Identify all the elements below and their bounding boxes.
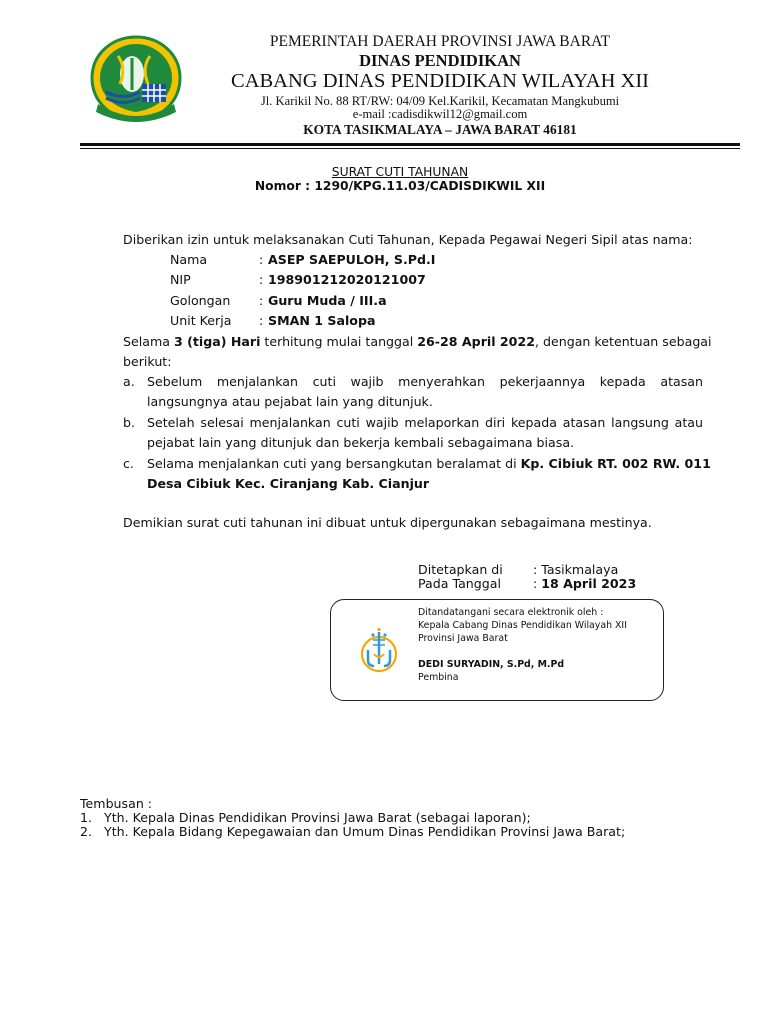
kop-line-city: KOTA TASIKMALAYA – JAWA BARAT 46181 xyxy=(303,122,577,137)
tanggal-label: Pada Tanggal xyxy=(418,576,501,591)
duration-text-3: , dengan ketentuan sebagai xyxy=(534,334,712,349)
tembusan-no-1: 1. xyxy=(80,810,93,825)
signatory-rank: Pembina xyxy=(418,672,459,683)
field-value-nip: 198901212020121007 xyxy=(268,272,426,287)
field-sep-golongan: : xyxy=(259,293,264,308)
letter-number: Nomor : 1290/KPG.11.03/CADISDIKWIL XII xyxy=(254,179,546,193)
tanggal-sep: : xyxy=(533,576,542,591)
letter-title: SURAT CUTI TAHUNAN xyxy=(331,165,469,179)
tanggal-date: 18 April 2023 xyxy=(541,576,637,591)
signature-line-1: Ditandatangani secara elektronik oleh : xyxy=(418,607,604,618)
tembusan-heading: Tembusan : xyxy=(80,796,153,811)
field-label-unit-kerja: Unit Kerja xyxy=(170,313,232,328)
signature-line-3: Provinsi Jawa Barat xyxy=(418,633,508,644)
ditetapkan-label: Ditetapkan di xyxy=(418,562,503,577)
province-emblem xyxy=(88,34,184,124)
item-c-text: Selama menjalankan cuti yang bersangkutan beralamat di xyxy=(147,456,521,471)
field-sep-unit-kerja: : xyxy=(259,313,264,328)
field-label-nama: Nama xyxy=(170,252,208,267)
field-value-unit-kerja: SMAN 1 Salopa xyxy=(268,313,376,328)
duration-text-1: Selama xyxy=(123,334,174,349)
item-c-letter: c. xyxy=(123,456,134,471)
field-label-nip: NIP xyxy=(170,272,191,287)
closing-paragraph: Demikian surat cuti tahunan ini dibuat untuk dipergunakan sebagaimana mestinya. xyxy=(123,515,652,530)
item-b-line2: pejabat lain yang ditunjuk dan bekerja kembali sebagaimana biasa. xyxy=(147,435,575,450)
item-c-line1 xyxy=(147,456,711,471)
item-b-letter: b. xyxy=(123,415,135,430)
duration-paragraph-cont: berikut: xyxy=(123,354,172,369)
duration-paragraph xyxy=(123,334,712,349)
kop-divider-thick xyxy=(80,143,740,146)
item-c-address-1: Kp. Cibiuk RT. 002 RW. 011 xyxy=(520,456,711,471)
item-a-line1: Sebelum menjalankan cuti wajib menyerahkan pekerjaannya kepada atasan xyxy=(147,374,703,389)
duration-dates: 26-28 April 2022 xyxy=(417,334,535,349)
signatory-name: DEDI SURYADIN, S.Pd, M.Pd xyxy=(418,659,565,670)
field-sep-nama: : xyxy=(259,252,264,267)
tembusan-no-2: 2. xyxy=(80,824,93,839)
field-sep-nip: : xyxy=(259,272,264,287)
tanggal-value xyxy=(533,576,636,591)
field-label-golongan: Golongan xyxy=(170,293,231,308)
field-value-golongan: Guru Muda / III.a xyxy=(268,293,387,308)
field-value-nama: ASEP SAEPULOH, S.Pd.I xyxy=(268,252,436,267)
kop-line-email: e-mail :cadisdikwil12@gmail.com xyxy=(352,107,528,121)
tembusan-item-1: Yth. Kepala Dinas Pendidikan Provinsi Jawa Barat (sebagai laporan); xyxy=(104,810,531,825)
kop-line-agency: DINAS PENDIDIKAN xyxy=(359,51,521,70)
kop-divider-thin xyxy=(80,148,740,149)
kop-line-office: CABANG DINAS PENDIDIKAN WILAYAH XII xyxy=(231,70,649,92)
duration-text-2: terhitung mulai tanggal xyxy=(260,334,418,349)
intro-paragraph: Diberikan izin untuk melaksanakan Cuti Tahunan, Kepada Pegawai Negeri Sipil atas nama: xyxy=(123,232,693,247)
kop-line-government: PEMERINTAH DAERAH PROVINSI JAWA BARAT xyxy=(269,33,611,50)
duration-days: 3 (tiga) Hari xyxy=(173,334,261,349)
bsre-logo-icon xyxy=(354,626,404,676)
tembusan-item-2: Yth. Kepala Bidang Kepegawaian dan Umum Dinas Pendidikan Provinsi Jawa Barat; xyxy=(104,824,626,839)
item-b-line1: Setelah selesai menjalankan cuti wajib melaporkan diri kepada atasan langsung atau xyxy=(147,415,703,430)
kop-line-address: Jl. Karikil No. 88 RT/RW: 04/09 Kel.Karikil, Kecamatan Mangkubumi xyxy=(260,94,620,108)
signature-line-2: Kepala Cabang Dinas Pendidikan Wilayah XII xyxy=(418,620,627,631)
item-a-line2: langsungnya atau pejabat lain yang ditunjuk. xyxy=(147,394,433,409)
ditetapkan-value: : Tasikmalaya xyxy=(533,562,619,577)
item-c-address-2: Desa Cibiuk Kec. Ciranjang Kab. Cianjur xyxy=(147,476,430,491)
item-a-letter: a. xyxy=(123,374,135,389)
